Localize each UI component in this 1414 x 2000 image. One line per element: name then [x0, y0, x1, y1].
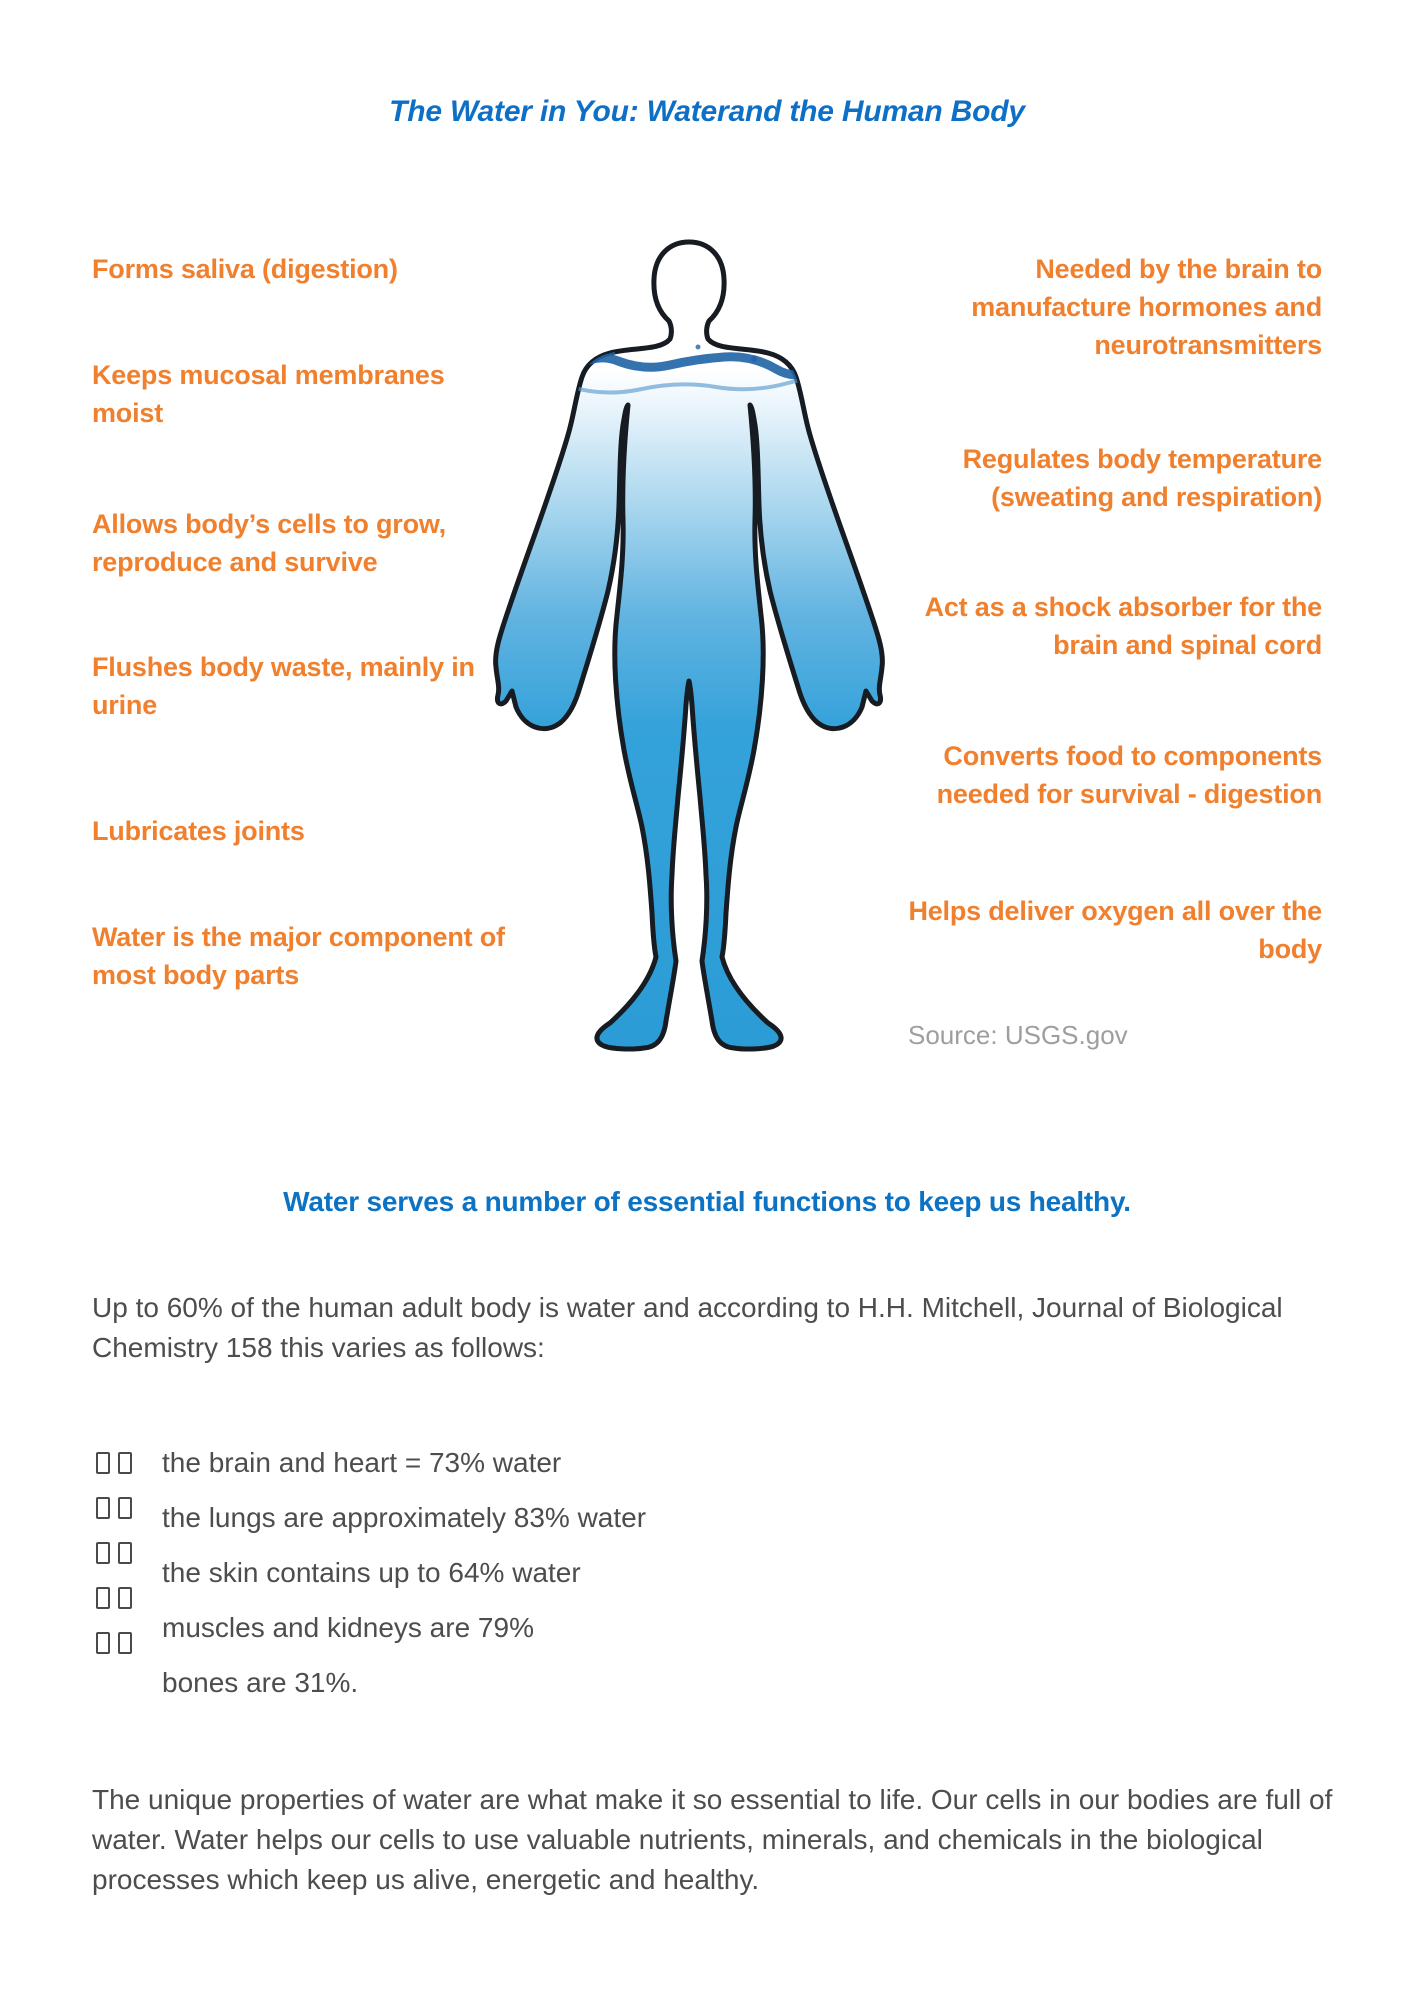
tofu-box-icon: [96, 1452, 110, 1474]
tofu-box-icon: [96, 1632, 110, 1654]
bullet-item-muscles-kidneys: muscles and kidneys are 79%: [162, 1612, 534, 1643]
missing-glyph-bullet-icon: [96, 1542, 140, 1587]
missing-glyph-bullet-icon: [96, 1452, 140, 1497]
closing-paragraph: The unique properties of water are what make it so essential to life. Our cells in our bodies are full of water. Water helps our cells to use valuable nutrients, minerals, and chemicals in the biological processes which keep us alive, energetic and healthy.: [92, 1784, 1333, 1895]
source-caption: Source: USGS.gov: [908, 1020, 1128, 1050]
tofu-box-icon: [118, 1587, 132, 1609]
bullet-item-lungs: the lungs are approximately 83% water: [162, 1502, 647, 1533]
bullet-item-brain-heart: the brain and heart = 73% water: [162, 1447, 562, 1478]
subtitle: Water serves a number of essential functions to keep us healthy.: [283, 1186, 1131, 1217]
tofu-box-icon: [118, 1497, 132, 1519]
bullet-marker-column: [96, 1452, 140, 1677]
page-title: The Water in You: Waterand the Human Body: [389, 95, 1025, 128]
bullet-list: [92, 1446, 892, 1706]
bullet-text-column: [162, 1448, 646, 1723]
water-function-label-oxygen: Helps deliver oxygen all over the body: [908, 896, 1322, 964]
water-function-label-shock: Act as a shock absorber for the brain and spinal cord: [924, 592, 1322, 660]
intro-paragraph: Up to 60% of the human adult body is water and according to H.H. Mitchell, Journal of Biological Chemistry 158 this varies as follows:: [92, 1292, 1283, 1363]
tofu-box-icon: [96, 1542, 110, 1564]
missing-glyph-bullet-icon: [96, 1497, 140, 1542]
missing-glyph-bullet-icon: [96, 1632, 140, 1677]
water-function-label-waste: Flushes body waste, mainly in urine: [92, 652, 475, 720]
missing-glyph-bullet-icon: [96, 1587, 140, 1632]
tofu-box-icon: [118, 1632, 132, 1654]
water-function-label-temperature: Regulates body temperature (sweating and respiration): [962, 444, 1322, 512]
water-function-label-cells: Allows body’s cells to grow, reproduce and survive: [92, 509, 446, 577]
human-body-water-figure: [492, 235, 887, 1060]
water-function-label-saliva: Forms saliva (digestion): [92, 254, 398, 284]
tofu-box-icon: [96, 1497, 110, 1519]
bullet-item-skin: the skin contains up to 64% water: [162, 1557, 581, 1588]
water-function-label-brain: Needed by the brain to manufacture hormones and neurotransmitters: [971, 254, 1322, 360]
water-function-label-component: Water is the major component of most body parts: [92, 922, 505, 990]
water-function-label-membranes: Keeps mucosal membranes moist: [92, 360, 445, 428]
tofu-box-icon: [118, 1452, 132, 1474]
tofu-box-icon: [118, 1542, 132, 1564]
tofu-box-icon: [96, 1587, 110, 1609]
water-function-label-joints: Lubricates joints: [92, 816, 305, 846]
bullet-item-bones: bones are 31%.: [162, 1667, 359, 1698]
water-function-label-digestion: Converts food to components needed for survival - digestion: [936, 741, 1322, 809]
